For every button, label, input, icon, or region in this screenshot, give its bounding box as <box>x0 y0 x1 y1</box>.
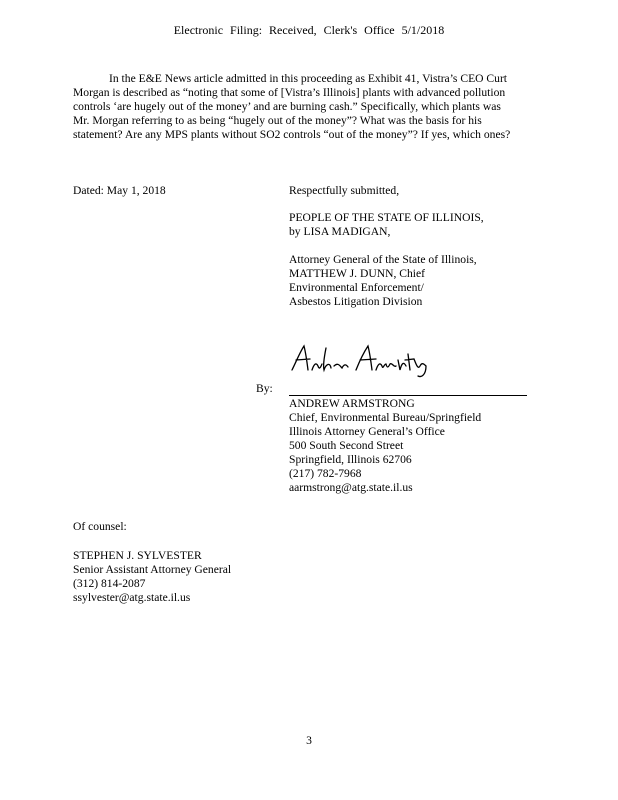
filing-header: Electronic Filing: Received, Clerk's Office 5/1/2018 <box>173 23 445 37</box>
counsel-block <box>73 549 231 605</box>
counsel-email: ssylvester@atg.state.il.us <box>73 591 191 604</box>
signer-line: (217) 782-7968 <box>289 467 362 480</box>
people-line: by LISA MADIGAN, <box>289 225 391 238</box>
counsel-line: (312) 814-2087 <box>73 577 146 590</box>
signer-line: Springfield, Illinois 62706 <box>289 453 412 466</box>
page-number: 3 <box>306 734 312 747</box>
signer-line: 500 South Second Street <box>289 439 404 452</box>
by-label: By: <box>256 382 273 395</box>
people-block <box>289 211 484 239</box>
paragraph-line: controls ‘are hugely out of the money’ and are burning cash.” Specifically, which plants was <box>73 100 501 113</box>
signer-line: Chief, Environmental Bureau/Springfield <box>289 411 482 424</box>
handwritten-signature <box>286 340 436 380</box>
people-line: PEOPLE OF THE STATE OF ILLINOIS, <box>289 211 484 224</box>
paragraph-line: statement? Are any MPS plants without SO2 controls “out of the money”? If yes, which ones? <box>73 128 511 141</box>
ag-line: Environmental Enforcement/ <box>289 281 424 294</box>
counsel-line: Senior Assistant Attorney General <box>73 563 232 576</box>
interrogatory-paragraph <box>73 72 553 142</box>
counsel-line: STEPHEN J. SYLVESTER <box>73 549 202 562</box>
attorney-general-block <box>289 253 477 309</box>
of-counsel-label: Of counsel: <box>73 520 127 533</box>
paragraph-line: Morgan is described as “noting that some of [Vistra’s Illinois] plants with advanced pollution <box>73 86 506 99</box>
ag-line: MATTHEW J. DUNN, Chief <box>289 267 425 280</box>
signer-block <box>289 397 481 495</box>
ag-line: Attorney General of the State of Illinois, <box>289 253 477 266</box>
ag-line: Asbestos Litigation Division <box>289 295 423 308</box>
respectfully-submitted: Respectfully submitted, <box>289 184 400 197</box>
paragraph-line: Mr. Morgan referring to as being “hugely out of the money”? What was the basis for his <box>73 114 482 127</box>
signature-line <box>289 395 527 396</box>
signer-email: aarmstrong@atg.state.il.us <box>289 481 413 494</box>
signer-line: Illinois Attorney General’s Office <box>289 425 445 438</box>
paragraph-line: In the E&E News article admitted in this proceeding as Exhibit 41, Vistra’s CEO Curt <box>109 72 508 85</box>
date-line: Dated: May 1, 2018 <box>73 184 166 197</box>
signer-line: ANDREW ARMSTRONG <box>289 397 415 410</box>
